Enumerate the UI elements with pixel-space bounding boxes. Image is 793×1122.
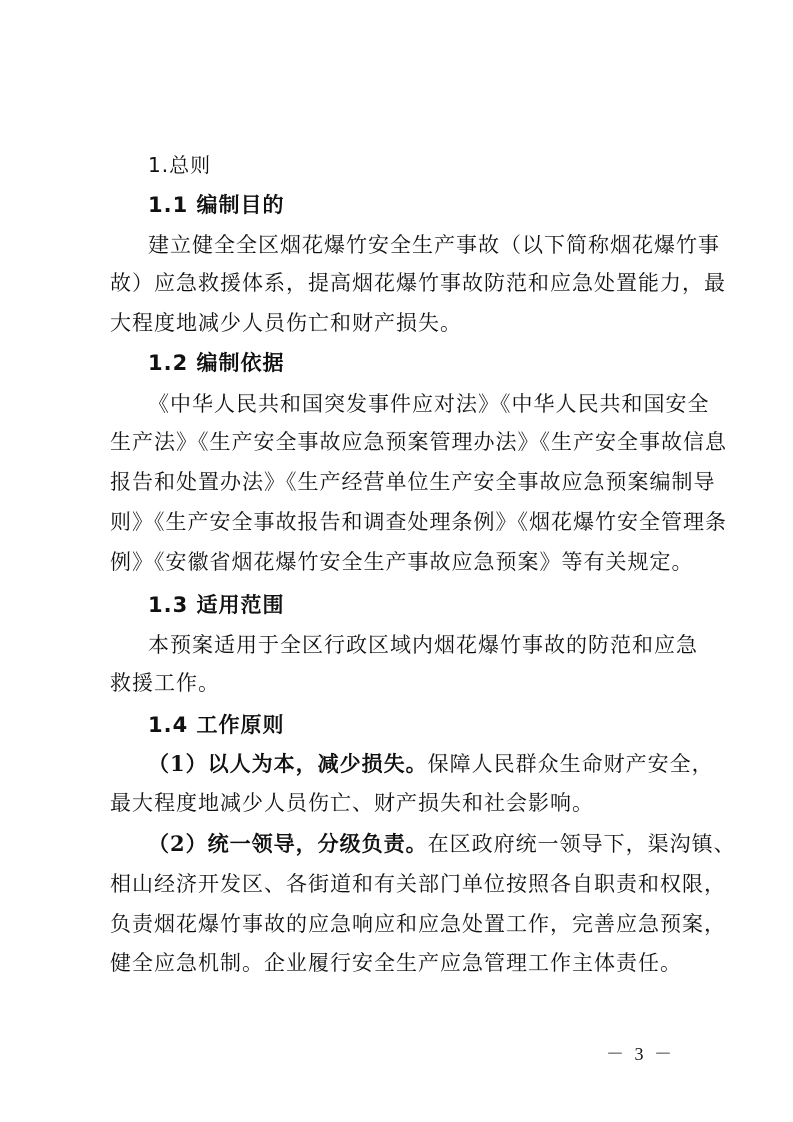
paragraph-line: 最大程度地减少人员伤亡、财产损失和社会影响。	[110, 791, 594, 815]
page-number: － 3 －	[606, 1044, 675, 1064]
paragraph-line: 报告和处置办法》《生产经营单位生产安全事故应急预案编制导	[110, 470, 716, 494]
paragraph-line: 生产法》《生产安全事故应急预案管理办法》《生产安全事故信息	[110, 430, 727, 454]
principle-2-first-line	[148, 829, 736, 859]
paragraph-line: 例》《安徽省烟花爆竹安全生产事故应急预案》等有关规定。	[110, 550, 694, 574]
paragraph-line: 则》《生产安全事故报告和调查处理条例》《烟花爆竹安全管理条	[110, 510, 727, 534]
principle-2-title: （2）统一领导，分级负责。	[148, 831, 428, 856]
paragraph-line: 建立健全全区烟花爆竹安全生产事故（以下简称烟花爆竹事	[148, 233, 720, 257]
principle-1-first-line	[148, 749, 714, 779]
section-heading-1-4: 1.4 工作原则	[148, 713, 285, 737]
paragraph-line: 负责烟花爆竹事故的应急响应和应急处置工作，完善应急预案，	[110, 912, 726, 936]
section-heading-1-3: 1.3 适用范围	[148, 593, 285, 617]
paragraph-line: 救援工作。	[110, 671, 220, 695]
paragraph-line: 相山经济开发区、各街道和有关部门单位按照各自职责和权限，	[110, 872, 726, 896]
paragraph-line: 健全应急机制。企业履行安全生产应急管理工作主体责任。	[110, 951, 682, 975]
section-heading-1-2: 1.2 编制依据	[148, 351, 285, 375]
paragraph-line: 大程度地减少人员伤亡和财产损失。	[110, 311, 462, 335]
principle-2-text: 在区政府统一领导下，渠沟镇、	[427, 832, 736, 856]
chapter-title: 1.总则	[148, 153, 212, 177]
principle-1-text: 保障人民群众生命财产安全，	[427, 752, 714, 776]
paragraph-line: 《中华人民共和国突发事件应对法》《中华人民共和国安全	[148, 392, 710, 416]
paragraph-line: 本预案适用于全区行政区域内烟花爆竹事故的防范和应急	[148, 633, 698, 657]
principle-1-title: （1）以人为本，减少损失。	[148, 751, 428, 776]
section-heading-1-1: 1.1 编制目的	[148, 193, 285, 217]
paragraph-line: 故）应急救援体系，提高烟花爆竹事故防范和应急处置能力，最	[110, 271, 726, 295]
